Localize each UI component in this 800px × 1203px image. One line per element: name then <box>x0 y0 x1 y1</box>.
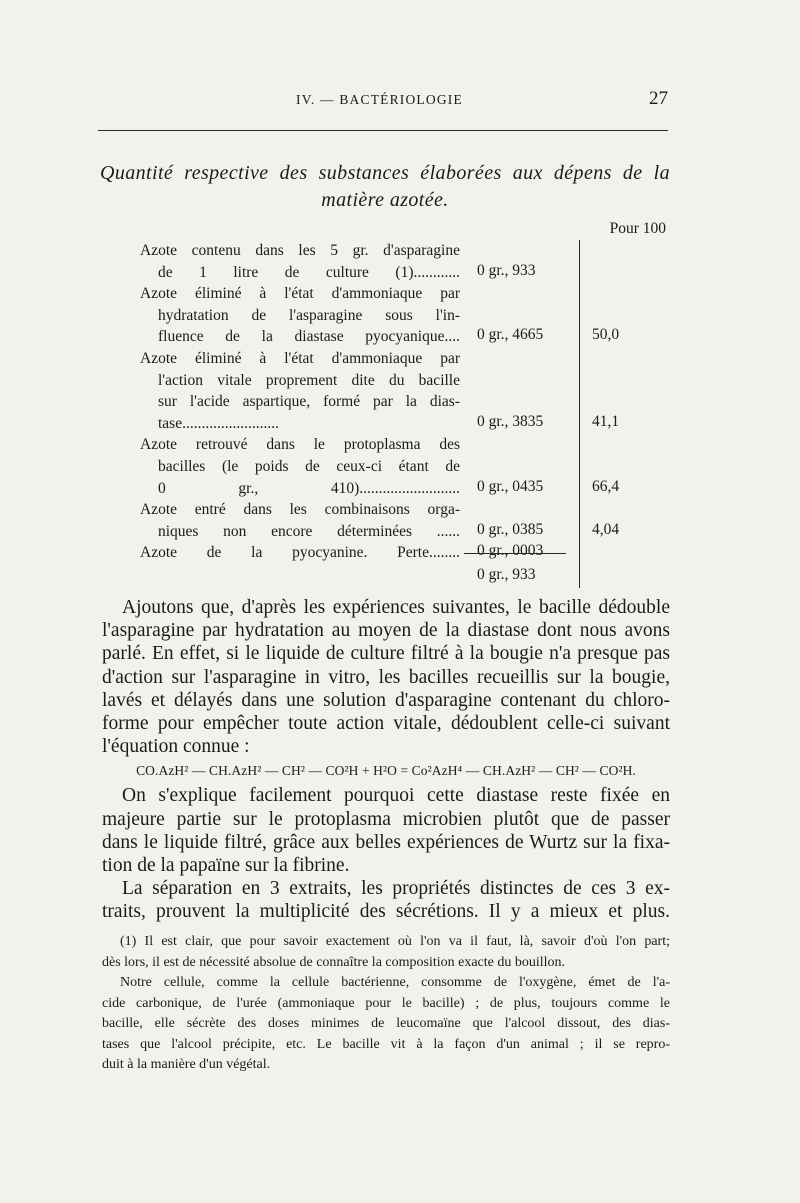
text-line: lavés et délayés dans une solution d'asparagine contenant du chloro- <box>102 689 670 711</box>
running-header <box>100 88 670 122</box>
text-line: l'équation connue : <box>102 736 250 758</box>
footnote-line: (1) Il est clair, que pour savoir exactement où l'on va il faut, là, savoir d'où l'on part; <box>120 934 670 949</box>
footnotes <box>102 932 670 1076</box>
row-amount: 0 gr., 0003 <box>477 542 544 560</box>
text-line: traits, prouvent la multiplicité des sécrétions. Il y a mieux et plus. <box>102 901 670 923</box>
footnote-line: Notre cellule, comme la cellule bactérienne, consomme de l'oxygène, émet de l'a- <box>120 975 670 990</box>
section-heading <box>100 160 670 214</box>
heading-line: Quantité respective des substances élaborées aux dépens de la <box>100 162 670 184</box>
row-line: Azote éliminé à l'état d'ammoniaque par <box>140 350 460 367</box>
row-amount: 0 gr., 3835 <box>477 412 544 430</box>
row-line: Azote retrouvé dans le protoplasma des <box>140 436 460 454</box>
row-line: fluence de la diastase pyocyanique.... <box>158 328 460 346</box>
text-line: l'asparagine par hydratation au moyen de la diastase dont nous avons <box>102 620 670 642</box>
text-line: majeure partie sur le protoplasma microbien plutôt que de passer <box>102 808 670 830</box>
row-line: l'action vitale proprement dite du bacille <box>158 371 460 389</box>
text-line: parlé. En effet, si le liquide de culture filtré à la bougie n'a presque pas <box>102 643 670 665</box>
table-row-label <box>140 499 460 542</box>
page-number: 27 <box>649 88 668 109</box>
row-line: Azote contenu dans les 5 gr. d'asparagine <box>140 242 460 259</box>
body-text <box>102 596 670 924</box>
row-amount: 0 gr., 0385 <box>477 520 544 538</box>
footnote-line: cide carbonique, de l'urée (ammoniaque pour le bacille) ; de plus, toujours comme le <box>102 995 670 1011</box>
table-row-label <box>140 542 460 564</box>
row-percent: 4,04 <box>592 520 620 538</box>
sum-rule <box>464 553 566 554</box>
row-line: Azote entré dans les combinaisons orga- <box>140 501 460 519</box>
running-title: IV. — BACTÉRIOLOGIE <box>296 92 463 107</box>
text-line: Ajoutons que, d'après les expériences suivantes, le bacille dédouble <box>122 597 670 618</box>
text-line: dans le liquide filtré, grâce aux belles expériences de Wurtz sur la fixa- <box>102 831 670 853</box>
table-row-label <box>140 348 460 434</box>
table-row-label <box>140 434 460 499</box>
text-line: d'action sur l'asparagine in vitro, les bacilles recueillis sur la bougie, <box>102 666 670 688</box>
row-percent: 66,4 <box>592 477 620 495</box>
row-line: Azote éliminé à l'état d'ammoniaque par <box>140 285 460 303</box>
row-line: tase......................... <box>158 414 279 432</box>
row-line: Azote de la pyocyanine. Perte........ <box>140 544 460 562</box>
table-row-label <box>140 283 460 348</box>
text-line: forme pour empêcher toute action vitale, dédoublent celle-ci suivant <box>102 713 670 735</box>
chemical-equation: CO.AzH² — CH.AzH² — CH² — CO²H + H²O = Co²AzH⁴ — CH.AzH² — CH² — CO²H. <box>136 763 636 779</box>
row-amount: 0 gr., 0435 <box>477 477 544 495</box>
nitrogen-table <box>140 216 672 586</box>
column-divider <box>579 240 580 588</box>
table-row-label <box>140 240 460 283</box>
row-percent: 50,0 <box>592 326 620 344</box>
text-line: On s'explique facilement pourquoi cette diastase reste fixée en <box>122 785 670 807</box>
heading-line: matière azotée. <box>321 189 449 211</box>
row-line: hydratation de l'asparagine sous l'in- <box>158 306 460 324</box>
footnote-line: bacille, elle sécrète des doses minimes de leucomaïne que l'alcool dissout, des dias- <box>102 1016 670 1031</box>
footnote-line: dès lors, il est de nécessité absolue de connaître la composition exacte du bouillon. <box>102 954 566 970</box>
row-line: sur l'acide aspartique, formé par la dias- <box>158 393 460 411</box>
footnote-line: tases que l'alcool précipite, etc. Le bacille vit à la façon d'un animal ; il se repro- <box>102 1036 670 1052</box>
column-header-percent: Pour 100 <box>609 220 666 237</box>
text-line: La séparation en 3 extraits, les propriétés distinctes de ces 3 ex- <box>122 878 670 900</box>
table-total: 0 gr., 933 <box>477 566 536 583</box>
header-rule <box>98 130 668 131</box>
row-percent: 41,1 <box>592 412 620 430</box>
row-amount: 0 gr., 933 <box>477 261 536 279</box>
row-line: niques non encore déterminées ...... <box>158 522 460 540</box>
row-line: de 1 litre de culture (1)............ <box>158 263 460 281</box>
footnote-line: duit à la manière d'un végétal. <box>102 1057 271 1072</box>
row-line: 0 gr., 410).......................... <box>158 479 460 497</box>
row-line: bacilles (le poids de ceux-ci étant de <box>158 457 460 475</box>
text-line: tion de la papaïne sur la fibrine. <box>102 855 350 877</box>
row-amount: 0 gr., 4665 <box>477 326 544 344</box>
